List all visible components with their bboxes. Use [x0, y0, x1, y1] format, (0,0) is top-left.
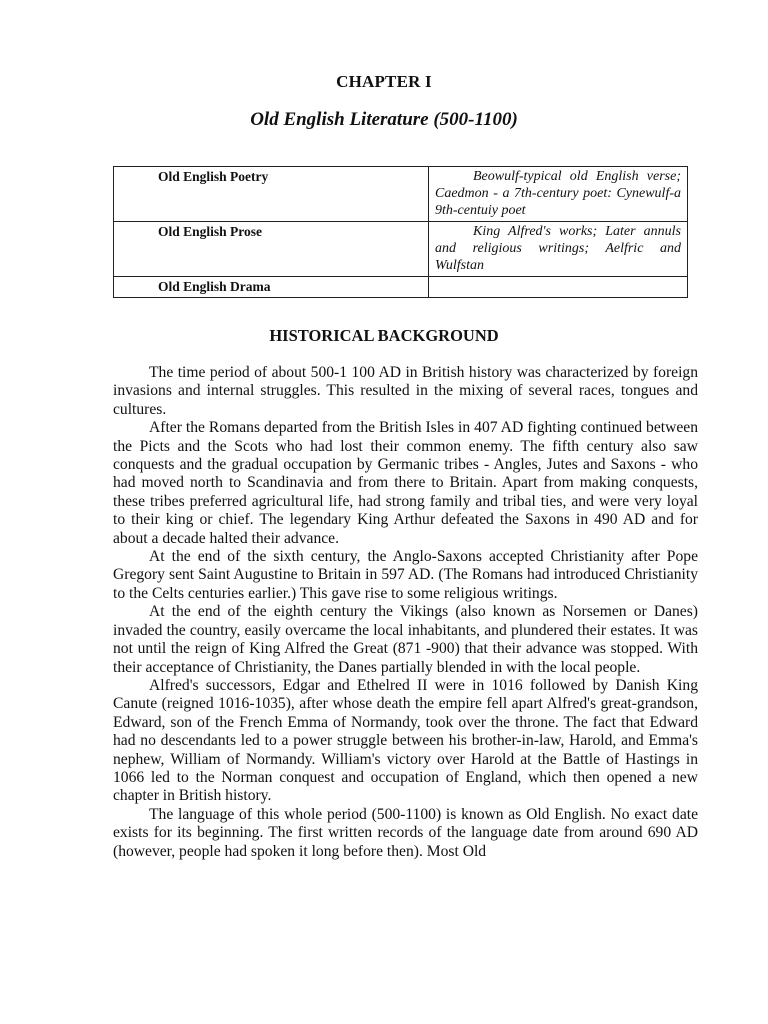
genre-cell: Old English Poetry — [114, 167, 429, 222]
description-cell — [429, 277, 688, 298]
paragraph: At the end of the sixth century, the Anglo-Saxons accepted Christianity after Pope Gregory sent Saint Augustine to Britain in 597 AD. (The Romans had introduced Christianity to the Celts centuries earlier.) This gave rise to some religious writings. — [113, 548, 698, 602]
table-row — [114, 167, 688, 222]
literature-overview-table — [113, 166, 688, 298]
section-heading: HISTORICAL BACKGROUND — [269, 326, 499, 345]
paragraph: At the end of the eighth century the Vikings (also known as Norsemen or Danes) invaded the country, easily overcame the local inhabitants, and plundered their estates. It was not until the reign of King Alfred the Great (871 -900) that their advance was stopped. With their acceptance of Christianity, the Danes partially blended in with the local people. — [113, 603, 698, 676]
genre-cell: Old English Prose — [114, 222, 429, 277]
table-row — [114, 277, 688, 298]
body-text — [113, 364, 698, 861]
paragraph: The language of this whole period (500-1100) is known as Old English. No exact date exists for its beginning. The first written records of the language date from around 690 AD (however, people had spoken it long before then). Most Old — [113, 805, 698, 860]
genre-cell: Old English Drama — [114, 277, 429, 298]
description-text: Beowulf-typical old English verse; Caedmon - a 7th-century poet: Cynewulf-a 9th-centuiy poet — [435, 169, 681, 218]
paragraph: Alfred's successors, Edgar and Ethelred II were in 1016 followed by Danish King Canute (reigned 1016-1035), after whose death the empire fell apart Alfred's great-grandson, Edward, son of the French Emma of Normandy, took over the throne. The fact that Edward had no descendants led to a power struggle between his brother-in-law, Harold, and Emma's nephew, William of Normandy. William's victory over Harold at the Battle of Hastings in 1066 led to the Norman conquest and occupation of England, which then opened a new chapter in British history. — [113, 676, 698, 805]
description-cell — [429, 167, 688, 222]
chapter-title: Old English Literature (500-1100) — [250, 109, 518, 130]
chapter-label: CHAPTER I — [336, 72, 432, 91]
paragraph: After the Romans departed from the British Isles in 407 AD fighting continued between the Picts and the Scots who had lost their common enemy. The fifth century also saw conquests and the gradual occupation by Germanic tribes - Angles, Jutes and Saxons - who had moved north to Scandinavia and from there to Britain. Apart from making conquests, these tribes preferred agricultural life, had strong family and tribal ties, and were very loyal to their king or chief. The legendary King Arthur defeated the Saxons in 490 AD and for about a decade halted their advance. — [113, 419, 698, 547]
table-row — [114, 222, 688, 277]
description-cell — [429, 222, 688, 277]
description-text: King Alfred's works; Later annuls and religious writings; Aelfric and Wulfstan — [435, 224, 681, 273]
paragraph: The time period of about 500-1 100 AD in British history was characterized by foreign invasions and internal struggles. This resulted in the mixing of several races, tongues and cultures. — [113, 364, 698, 418]
